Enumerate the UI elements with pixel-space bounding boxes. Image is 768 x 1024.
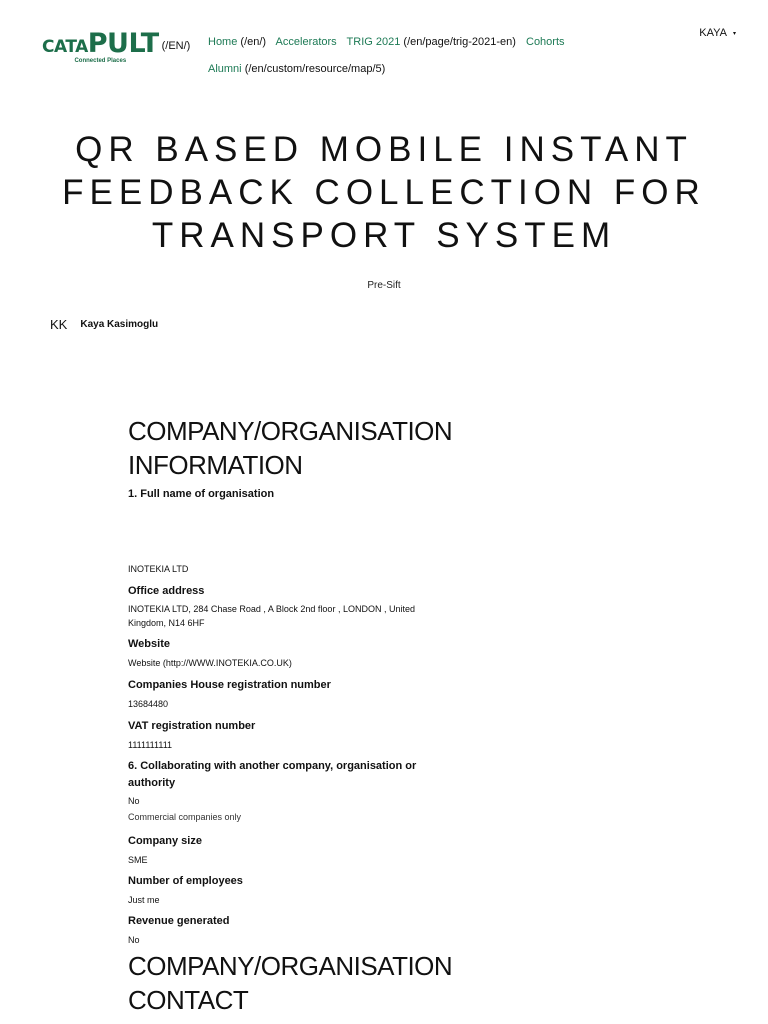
logo-wordmark: CATAPULT	[42, 28, 159, 59]
question-office-address: Office address	[128, 585, 205, 597]
nav-item-accelerators[interactable]	[276, 36, 337, 48]
question-full-name: 1. Full name of organisation	[128, 488, 275, 500]
answer-employees: Just me	[128, 895, 160, 905]
answer-full-name: INOTEKIA LTD	[128, 564, 189, 574]
question-revenue: Revenue generated	[128, 915, 230, 927]
answer-companies-house: 13684480	[128, 699, 169, 709]
answer-website[interactable]: Website (http://WWW.INOTEKIA.CO.UK)	[128, 658, 292, 668]
caret-down-icon[interactable]: ▾	[732, 30, 736, 37]
nav-link-trig-2021[interactable]: TRIG 2021	[346, 36, 401, 48]
section-heading-org-info: COMPANY/ORGANISATION INFORMATION	[128, 416, 453, 480]
nav-item-cohorts[interactable]	[526, 36, 565, 48]
page-title: QR BASED MOBILE INSTANT FEEDBACK COLLECTION FOR TRANSPORT SYSTEM	[62, 130, 706, 255]
question-vat: VAT registration number	[128, 720, 256, 732]
avatar: KK	[50, 317, 68, 332]
nav-item-trig-2021[interactable]: TRIG 2021 (/en/page/trig-2021-en)	[346, 36, 516, 48]
logo-tagline: Connected Places	[74, 58, 127, 64]
question-employees: Number of employees	[128, 875, 243, 887]
main-nav	[208, 29, 618, 83]
question-collaborating: 6. Collaborating with another company, organisation or authority	[128, 760, 417, 789]
logo-lang-url: (/EN/)	[161, 40, 191, 52]
user-menu[interactable]	[699, 27, 736, 39]
question-company-size: Company size	[128, 835, 202, 847]
question-website: Website	[128, 638, 170, 650]
section-heading-org-contact: COMPANY/ORGANISATION CONTACT	[128, 951, 453, 1015]
author-name: Kaya Kasimoglu	[80, 319, 159, 330]
answer-revenue: No	[128, 935, 140, 945]
nav-item-home[interactable]: Home (/en/)	[208, 36, 267, 48]
answer-collaborating: No	[128, 796, 140, 806]
collaborating-note: Commercial companies only	[128, 812, 242, 822]
question-companies-house: Companies House registration number	[128, 679, 331, 691]
answer-office-address: INOTEKIA LTD, 284 Chase Road , A Block 2nd floor , LONDON , United Kingdom, N14 6HF	[128, 604, 415, 628]
answer-company-size: SME	[128, 855, 148, 865]
author	[50, 317, 158, 332]
nav-link-accelerators[interactable]: Accelerators	[275, 36, 337, 48]
nav-link-alumni[interactable]: Alumni	[208, 63, 242, 75]
catapult-logo[interactable]	[42, 30, 190, 64]
nav-item-alumni[interactable]: Alumni (/en/custom/resource/map/5)	[208, 63, 386, 75]
nav-link-home[interactable]: Home	[208, 36, 238, 48]
answer-vat: 1111111111	[128, 740, 173, 750]
stage-label: Pre-Sift	[367, 280, 401, 291]
logo-mark[interactable]	[42, 30, 159, 64]
user-name[interactable]: KAYA	[699, 27, 727, 39]
nav-link-cohorts[interactable]: Cohorts	[526, 36, 565, 48]
application-content	[128, 414, 453, 1017]
